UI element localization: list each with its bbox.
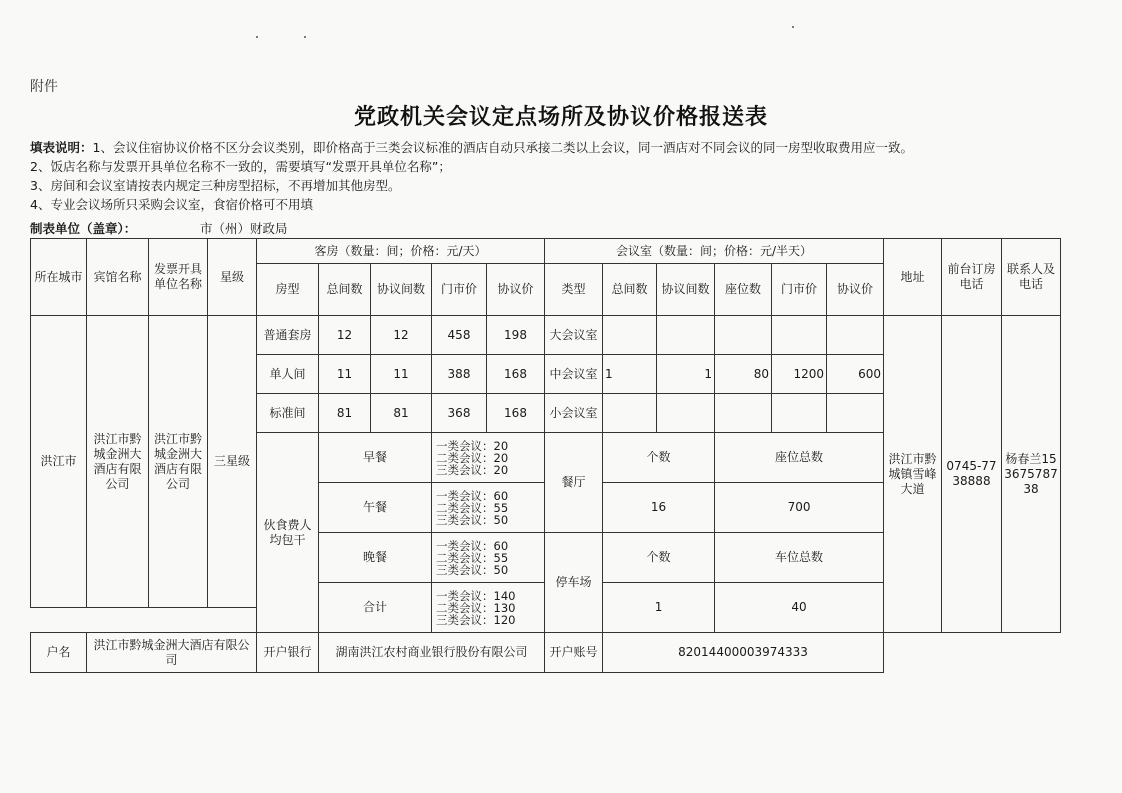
price-table [30, 238, 884, 673]
meal-line: 三类会议：50 [436, 562, 509, 577]
meeting-agreed [657, 394, 715, 433]
cell-front-desk: 0745-7738888 [942, 316, 1002, 633]
meal-prices [432, 533, 545, 583]
header-room-rack: 门市价 [432, 264, 487, 316]
cell-star: 三星级 [208, 316, 257, 608]
note-text-1: 1、会议住宿协议价格不区分会议类别，即价格高于三类会议标准的酒店自动只承接二类以上会议，同一酒店对不同会议的同一房型收取费用应一致。 [92, 140, 913, 155]
restaurant-seats-header: 座位总数 [715, 433, 884, 483]
header-hotel: 宾馆名称 [87, 239, 149, 316]
meal-name: 午餐 [319, 483, 432, 533]
parking-count-header: 个数 [603, 533, 715, 583]
scan-speck [256, 36, 258, 38]
room-type: 标准间 [257, 394, 319, 433]
room-total: 11 [319, 355, 371, 394]
room-type: 普通套房 [257, 316, 319, 355]
parking-spaces-header: 车位总数 [715, 533, 884, 583]
note-line-3: 3、房间和会议室请按表内规定三种房型招标，不再增加其他房型。 [30, 178, 401, 193]
page-title: 党政机关会议定点场所及协议价格报送表 [353, 105, 768, 130]
meeting-type: 小会议室 [545, 394, 603, 433]
attachment-label: 附件 [30, 79, 58, 95]
parking-label: 停车场 [545, 533, 603, 633]
note-line-4: 4、专业会议场所只采购会议室，食宿价格可不用填 [30, 197, 313, 212]
scan-speck [304, 36, 306, 38]
prepared-by-value: 市（州）财政局 [200, 221, 288, 236]
fill-instructions [30, 138, 1100, 214]
cell-city: 洪江市 [31, 316, 87, 608]
cell-address: 洪江市黔城镇雪峰大道 [884, 316, 942, 633]
meeting-rack [772, 316, 827, 355]
header-room-type: 房型 [257, 264, 319, 316]
restaurant-count: 16 [603, 483, 715, 533]
meal-line: 一类会议：60 [436, 538, 509, 553]
header-room-price: 协议价 [487, 264, 545, 316]
header-contact: 联系人及电话 [1002, 239, 1061, 316]
prepared-by-label: 制表单位（盖章）： [30, 221, 137, 236]
header-meeting-total: 总间数 [603, 264, 657, 316]
meeting-price: 600 [827, 355, 884, 394]
account-name-label: 户名 [31, 633, 87, 673]
meeting-type: 中会议室 [545, 355, 603, 394]
meal-line: 三类会议：120 [436, 612, 516, 627]
header-meeting-group: 会议室（数量：间；价格：元/半天） [545, 239, 884, 264]
meal-line: 一类会议：20 [436, 438, 509, 453]
meeting-price [827, 394, 884, 433]
meal-line: 三类会议：50 [436, 512, 509, 527]
account-name: 洪江市黔城金洲大酒店有限公司 [87, 633, 257, 673]
bank-label: 开户银行 [257, 633, 319, 673]
meal-prices [432, 583, 545, 633]
meeting-agreed: 1 [657, 355, 715, 394]
header-rooms-group: 客房（数量：间；价格：元/天） [257, 239, 545, 264]
header-room-agreed: 协议间数 [371, 264, 432, 316]
account-number: 82014400003974333 [603, 633, 884, 673]
meeting-total [603, 394, 657, 433]
meal-line: 二类会议：55 [436, 500, 509, 515]
room-type: 单人间 [257, 355, 319, 394]
meeting-seats: 80 [715, 355, 772, 394]
meal-line: 二类会议：20 [436, 450, 509, 465]
meals-label: 伙食费人均包干 [257, 433, 319, 633]
note-line-2: 2、饭店名称与发票开具单位名称不一致的，需要填写“发票开具单位名称”； [30, 159, 451, 174]
meal-line: 一类会议：140 [436, 588, 516, 603]
room-rack: 368 [432, 394, 487, 433]
meeting-total: 1 [603, 355, 657, 394]
meeting-seats [715, 394, 772, 433]
room-total: 81 [319, 394, 371, 433]
meal-name: 合计 [319, 583, 432, 633]
meal-name: 早餐 [319, 433, 432, 483]
header-front-desk: 前台订房电话 [942, 239, 1002, 316]
header-meeting-agreed: 协议间数 [657, 264, 715, 316]
room-price: 168 [487, 355, 545, 394]
bank-name: 湖南洪江农村商业银行股份有限公司 [319, 633, 545, 673]
scan-speck [792, 26, 794, 28]
meeting-agreed [657, 316, 715, 355]
meeting-total [603, 316, 657, 355]
meeting-rack: 1200 [772, 355, 827, 394]
contact-table [883, 238, 1061, 633]
meal-line: 三类会议：20 [436, 462, 509, 477]
parking-spaces: 40 [715, 583, 884, 633]
room-rack: 458 [432, 316, 487, 355]
header-city: 所在城市 [31, 239, 87, 316]
prepared-by [30, 219, 630, 237]
header-address: 地址 [884, 239, 942, 316]
room-price: 168 [487, 394, 545, 433]
meal-line: 二类会议：55 [436, 550, 509, 565]
header-meeting-rack: 门市价 [772, 264, 827, 316]
cell-hotel: 洪江市黔城金洲大酒店有限公司 [87, 316, 149, 608]
header-room-total: 总间数 [319, 264, 371, 316]
cell-invoice: 洪江市黔城金洲大酒店有限公司 [149, 316, 208, 608]
parking-count: 1 [603, 583, 715, 633]
room-agreed: 12 [371, 316, 432, 355]
restaurant-label: 餐厅 [545, 433, 603, 533]
cell-contact: 杨春兰15367578738 [1002, 316, 1061, 633]
header-meeting-price: 协议价 [827, 264, 884, 316]
header-meeting-type: 类型 [545, 264, 603, 316]
meal-line: 一类会议：60 [436, 488, 509, 503]
restaurant-count-header: 个数 [603, 433, 715, 483]
meeting-price [827, 316, 884, 355]
room-rack: 388 [432, 355, 487, 394]
account-number-label: 开户账号 [545, 633, 603, 673]
room-agreed: 11 [371, 355, 432, 394]
note-line-1 [30, 138, 1100, 157]
room-agreed: 81 [371, 394, 432, 433]
header-meeting-seats: 座位数 [715, 264, 772, 316]
meal-line: 二类会议：130 [436, 600, 516, 615]
header-star: 星级 [208, 239, 257, 316]
restaurant-seats: 700 [715, 483, 884, 533]
room-price: 198 [487, 316, 545, 355]
room-total: 12 [319, 316, 371, 355]
meal-name: 晚餐 [319, 533, 432, 583]
meal-prices [432, 483, 545, 533]
meal-prices [432, 433, 545, 483]
meeting-rack [772, 394, 827, 433]
notes-lead: 填表说明： [30, 140, 93, 155]
header-invoice: 发票开具单位名称 [149, 239, 208, 316]
meeting-seats [715, 316, 772, 355]
meeting-type: 大会议室 [545, 316, 603, 355]
